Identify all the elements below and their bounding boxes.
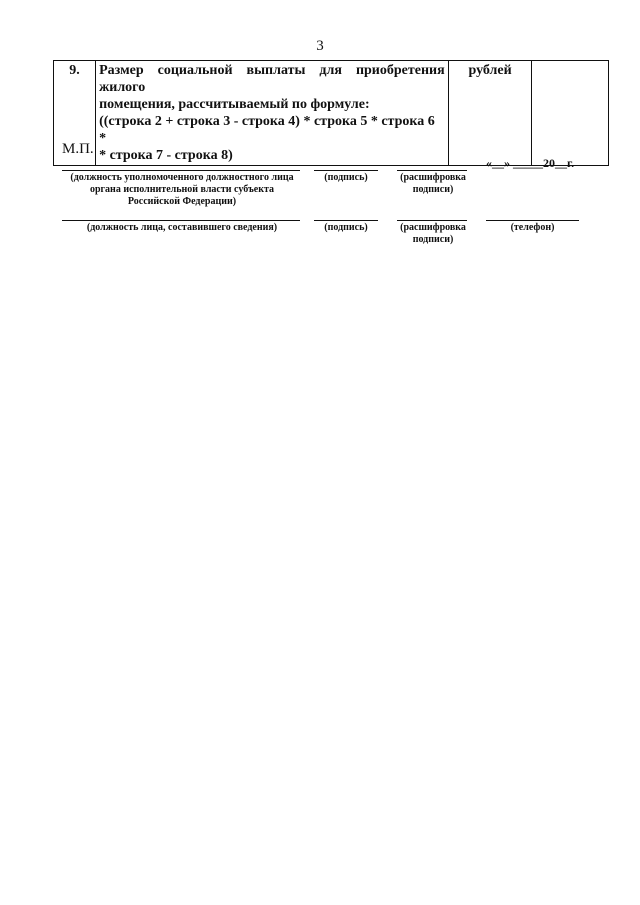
description-line: ((строка 2 + строка 3 - строка 4) * строка 5 * строка 6 *: [99, 114, 435, 146]
caption-line: органа исполнительной власти субъекта: [89, 184, 275, 195]
position-line: [62, 170, 300, 171]
caption-line: (должность уполномоченного должностного лица: [70, 172, 294, 183]
stamp-label: М.П.: [62, 141, 94, 157]
description-line: помещения, рассчитываемый по формуле:: [99, 97, 370, 112]
row-value-cell[interactable]: [532, 61, 609, 166]
caption-line: (расшифровка: [400, 222, 466, 233]
decoding-line: [397, 170, 467, 171]
decoding-line: [397, 220, 467, 221]
signature-line: [314, 220, 378, 221]
position-caption: (должность лица, составившего сведения): [86, 222, 278, 233]
caption-line: (расшифровка: [400, 172, 466, 183]
row-unit: рублей: [448, 61, 532, 166]
data-table: [53, 60, 609, 166]
caption-line: подписи): [412, 234, 454, 245]
phone-line: [486, 220, 579, 221]
date-field: «__» _____20__г.: [486, 156, 575, 170]
signature-line: [314, 170, 378, 171]
description-line: Размер социальной выплаты для приобретения жилого: [99, 63, 445, 95]
decoding-caption: [395, 222, 471, 246]
signature-caption: (подпись): [324, 172, 368, 183]
caption-line: подписи): [412, 184, 454, 195]
signature-caption: (подпись): [324, 222, 368, 233]
description-line: * строка 7 - строка 8): [99, 148, 233, 163]
position-caption: [60, 172, 304, 208]
table-row: [54, 61, 609, 166]
row-number: 9.: [54, 61, 96, 166]
decoding-caption: [395, 172, 471, 196]
page-number: 3: [316, 38, 324, 54]
phone-caption: (телефон): [510, 222, 555, 233]
row-description: [96, 61, 449, 166]
position-line: [62, 220, 300, 221]
caption-line: Российской Федерации): [127, 196, 237, 207]
